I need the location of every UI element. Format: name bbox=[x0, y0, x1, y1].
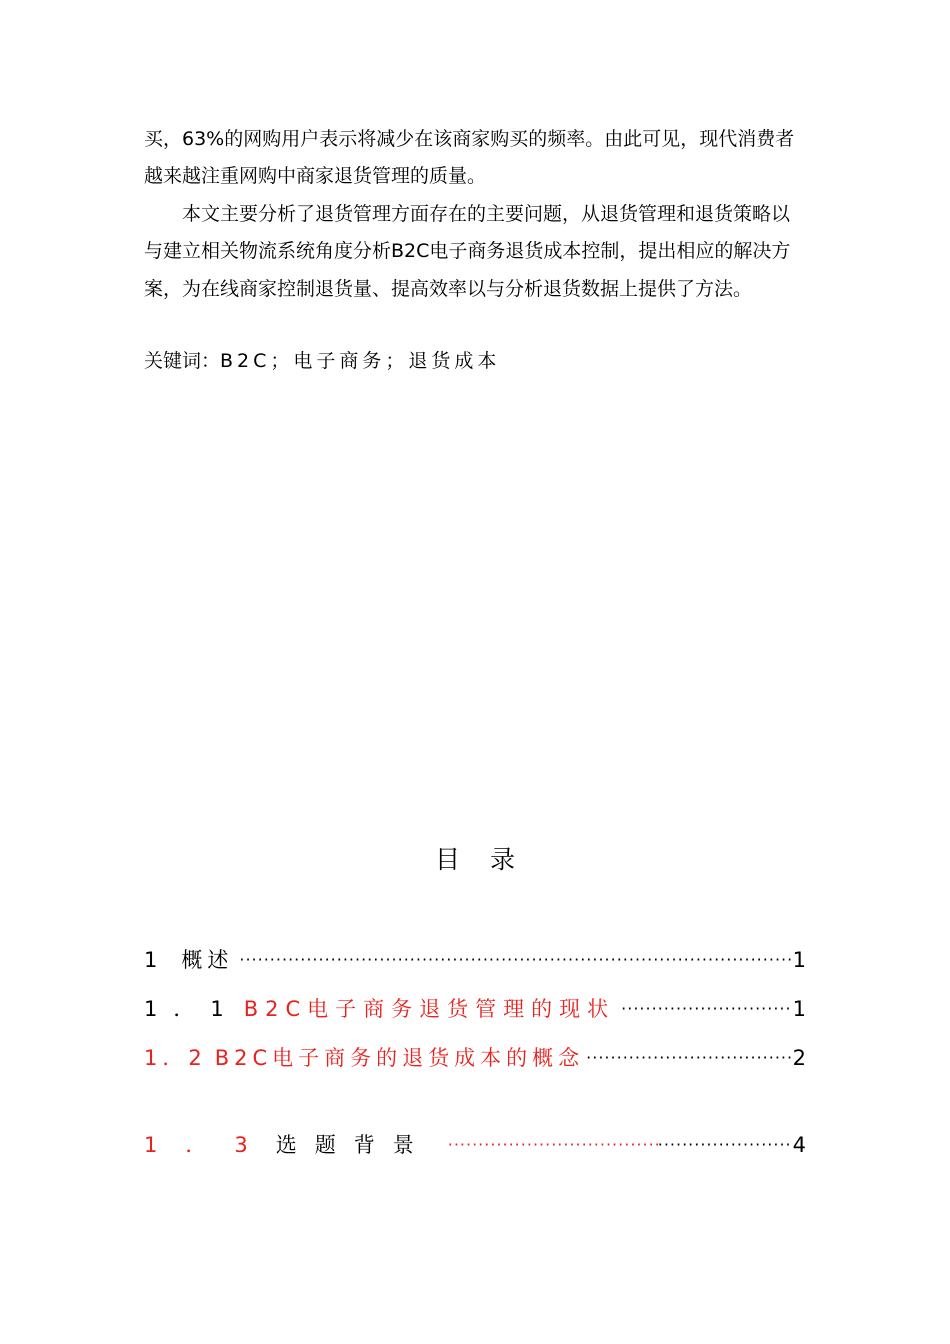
keywords-label: 关键词： bbox=[144, 350, 221, 372]
toc-leader-dots-black bbox=[658, 1134, 791, 1156]
toc-entry-1-3[interactable] bbox=[144, 1129, 806, 1159]
toc-leader-dots bbox=[621, 998, 790, 1020]
body-text-line-3: 本文主要分析了退货管理方面存在的主要问题，从退货管理和退货策略以 bbox=[144, 203, 791, 225]
toc-entry-label bbox=[144, 995, 615, 1023]
toc-leader-dots bbox=[239, 949, 790, 971]
toc-leader-dots-red bbox=[448, 1134, 658, 1156]
toc-entry-number: 1 bbox=[144, 948, 158, 972]
keywords-items: B2C；电子商务；退货成本 bbox=[220, 350, 501, 372]
toc-entry-1[interactable] bbox=[144, 944, 806, 974]
keywords-line bbox=[144, 349, 500, 373]
toc-entry-number: 1．2 bbox=[144, 1046, 207, 1070]
toc-entry-page: 2 bbox=[792, 1046, 806, 1070]
toc-entry-page: 1 bbox=[792, 948, 806, 972]
toc-entry-title: 选题背景 bbox=[275, 1133, 432, 1157]
toc-entry-title: 概述 bbox=[181, 948, 234, 972]
toc-entry-1-1[interactable] bbox=[144, 993, 806, 1023]
toc-leader-dots bbox=[448, 1134, 791, 1156]
toc-entry-label bbox=[144, 1044, 584, 1072]
toc-entry-1-2[interactable] bbox=[144, 1042, 806, 1072]
toc-leader-dots bbox=[586, 1047, 790, 1069]
toc-entry-label bbox=[144, 1131, 432, 1159]
toc-entry-number: 1．3 bbox=[144, 1133, 276, 1157]
toc-entry-page: 4 bbox=[792, 1133, 806, 1157]
toc-entry-title: B2C电子商务退货管理的现状 bbox=[243, 997, 616, 1021]
body-text-line-4: 与建立相关物流系统角度分析B2C电子商务退货成本控制，提出相应的解决方 bbox=[144, 240, 791, 262]
body-text-line-5: 案，为在线商家控制退货量、提高效率以与分析退货数据上提供了方法。 bbox=[144, 278, 753, 300]
body-text-line-2: 越来越注重网购中商家退货管理的质量。 bbox=[144, 165, 487, 187]
toc-entry-number: 1．1 bbox=[144, 997, 240, 1021]
toc-title: 目录 bbox=[434, 845, 545, 874]
toc-entry-label bbox=[144, 946, 233, 974]
body-text-line-1: 买，63%的网购用户表示将减少在该商家购买的频率。由此可见，现代消费者 bbox=[144, 128, 795, 150]
toc-entry-title: B2C电子商务的退货成本的概念 bbox=[214, 1046, 585, 1070]
toc-entry-page: 1 bbox=[792, 997, 806, 1021]
